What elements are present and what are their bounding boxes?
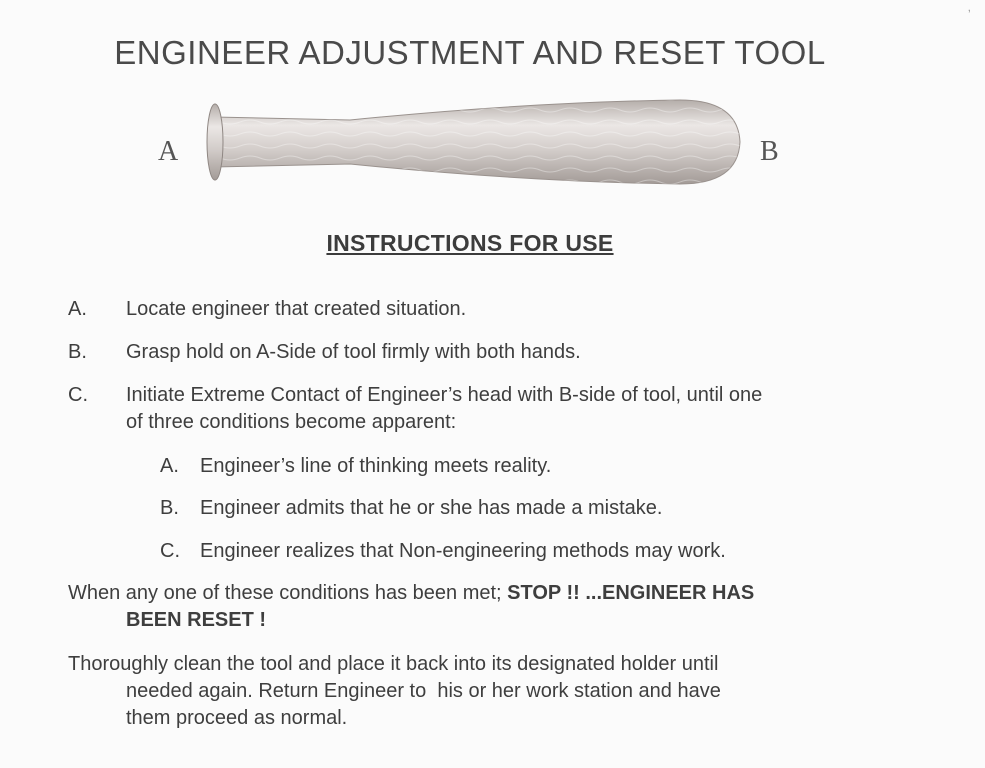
step-a — [68, 296, 888, 323]
instructions-heading: INSTRUCTIONS FOR USE — [326, 230, 614, 256]
cleanup-note — [68, 651, 928, 732]
reset-note — [68, 580, 908, 634]
cleanup-line1: Thoroughly clean the tool and place it back into its designated holder until — [68, 653, 719, 675]
step-letter: A. — [68, 298, 87, 320]
bat-knob — [207, 104, 223, 180]
condition-letter: B. — [160, 497, 179, 519]
reset-note-lead: When any one of these conditions has been met; — [68, 582, 508, 604]
reset-note-stop: STOP !! ...ENGINEER HAS — [507, 582, 755, 604]
step-text-line1: Initiate Extreme Contact of Engineer’s head with B-side of tool, until one — [126, 384, 763, 406]
step-text: Grasp hold on A-Side of tool firmly with both hands. — [126, 341, 581, 363]
cleanup-line2: needed again. Return Engineer to his or her work station and have — [126, 680, 721, 702]
condition-b — [160, 495, 860, 522]
side-b-label: B — [760, 136, 779, 167]
side-a-label: A — [158, 136, 179, 167]
step-text-line2: of three conditions become apparent: — [126, 411, 457, 433]
step-letter: B. — [68, 341, 87, 363]
tool-diagram — [150, 92, 800, 192]
condition-text: Engineer’s line of thinking meets reality. — [200, 455, 552, 477]
step-b — [68, 339, 888, 366]
step-c — [68, 382, 888, 436]
page-title: ENGINEER ADJUSTMENT AND RESET TOOL — [114, 34, 826, 71]
step-letter: C. — [68, 384, 88, 406]
bat-body — [214, 100, 740, 184]
condition-text: Engineer realizes that Non-engineering methods may work. — [200, 540, 726, 562]
scan-mark: , — [967, 0, 971, 14]
condition-letter: A. — [160, 455, 179, 477]
condition-a — [160, 453, 860, 480]
reset-note-line2: BEEN RESET ! — [126, 609, 267, 631]
condition-text: Engineer admits that he or she has made a mistake. — [200, 497, 663, 519]
step-text: Locate engineer that created situation. — [126, 298, 467, 320]
condition-letter: C. — [160, 540, 180, 562]
baseball-bat-illustration — [200, 92, 750, 192]
condition-c — [160, 538, 860, 565]
cleanup-line3: them proceed as normal. — [126, 707, 348, 729]
